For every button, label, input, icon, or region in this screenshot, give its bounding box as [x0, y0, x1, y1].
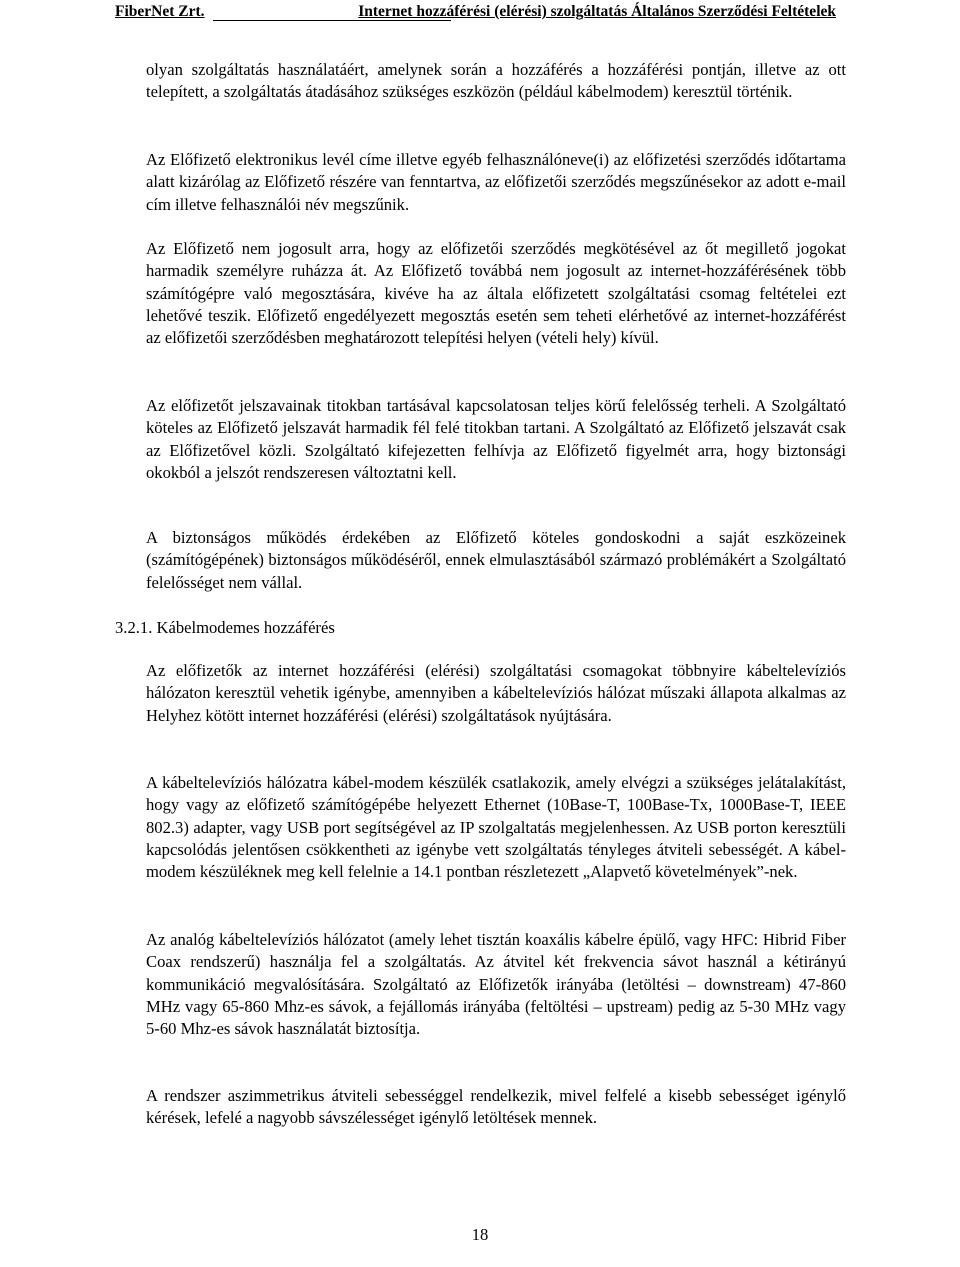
paragraph-security: A biztonságos működés érdekében az Előfizető köteles gondoskodni a saját eszközeinek (számítógépének) biztonságos működéséről, ennek elmulasztásából származó problémákért a Szolgáltató felelősséget nem vállal. [146, 528, 846, 592]
paragraph-passwords: Az előfizetőt jelszavainak titokban tartásával kapcsolatosan teljes körű felelősség terheli. A Szolgáltató köteles az Előfizető jelszavát harmadik fél felé titokban tartani. A Szolgáltató az Előfizető jelszavát csak az Előfizetővel közli. Szolgáltató kifejezetten felhívja az Előfizető figyelmét arra, hogy biztonsági okokból a jelszót rendszeresen változtatni kell. [146, 396, 846, 482]
page-number: 18 [471, 1225, 489, 1244]
company-name: FiberNet Zrt. [115, 3, 205, 20]
document-title: Internet hozzáférési (elérési) szolgáltatás Általános Szerződési Feltételek [358, 3, 836, 20]
page-header [115, 2, 836, 24]
paragraph-asymmetric: A rendszer aszimmetrikus átviteli sebességgel rendelkezik, mivel felfelé a kisebb sebességet igénylő kérések, lefelé a nagyobb sávszélességet igénylő letöltések mennek. [146, 1086, 846, 1128]
paragraph-cable-tv-network: Az előfizetők az internet hozzáférési (elérési) szolgáltatási csomagokat többnyire kábeltelevíziós hálózaton keresztül vehetik igénybe, amennyiben a kábeltelevíziós hálózat műszaki állapota alkalmas az Helyhez kötött internet hozzáférési (elérési) szolgáltatások nyújtására. [146, 661, 846, 725]
paragraph-cable-modem: A kábeltelevíziós hálózatra kábel-modem készülék csatlakozik, amely elvégzi a szükséges jelátalakítást, hogy vagy az előfizető számítógépébe helyezett Ethernet (10Base-T, 100Base-Tx, 1000Base-T, IEEE 802.3) adapter, vagy USB port segítségével az IP szolgaltatás megjelenhessen. Az USB porton keresztüli kapcsolódás jelentősen csökkentheti az igénybe vett szolgáltatás tényleges átviteli sebességét. A kábel-modem készüléknek meg kell felelnie a 14.1 pontban részletezett „Alapvető követelmények”-nek. [146, 773, 846, 882]
section-heading: 3.2.1. Kábelmodemes hozzáférés [115, 618, 335, 637]
paragraph-service-definition: olyan szolgáltatás használatáért, amelynek során a hozzáférés a hozzáférési pontján, illetve az ott telepített, a szolgáltatás átadásához szükséges eszközön (például kábelmodem) keresztül történik. [146, 60, 846, 102]
paragraph-email-address: Az Előfizető elektronikus levél címe illetve egyéb felhasználóneve(i) az előfizetési szerződés időtartama alatt kizárólag az Előfizető részére van fenntartva, az előfizetői szerződés megszűnésekor az adott e-mail cím illetve felhasználói név megszűnik. [146, 150, 846, 214]
paragraph-analog-network: Az analóg kábeltelevíziós hálózatot (amely lehet tisztán koaxális kábelre épülő, vagy HFC: Hibrid Fiber Coax rendszerű) használja fel a szolgáltatás. Az átvitel két frekvencia sávot használ a kétirányú kommunikáció megvalósítására. Szolgáltató az Előfizetők irányába (letöltési – downstream) 47-860 MHz vagy 65-860 Mhz-es sávok, a fejállomás irányába (feltöltési – upstream) pedig az 5-30 MHz vagy 5-60 Mhz-es sávok használatát biztosítja. [146, 930, 846, 1039]
paragraph-rights-transfer: Az Előfizető nem jogosult arra, hogy az előfizetői szerződés megkötésével az őt megillető jogokat harmadik személyre ruházza át. Az Előfizető továbbá nem jogosult az internet-hozzáférésének több számítógépre való megosztására, kivéve ha az általa előfizetett szolgáltatási csomag feltételei ezt lehetővé teszik. Előfizető engedélyezett megosztás esetén sem teheti elérhetővé az internet-hozzáférést az előfizetői szerződésben meghatározott telepítési helyen (vételi hely) kívül. [146, 239, 846, 348]
